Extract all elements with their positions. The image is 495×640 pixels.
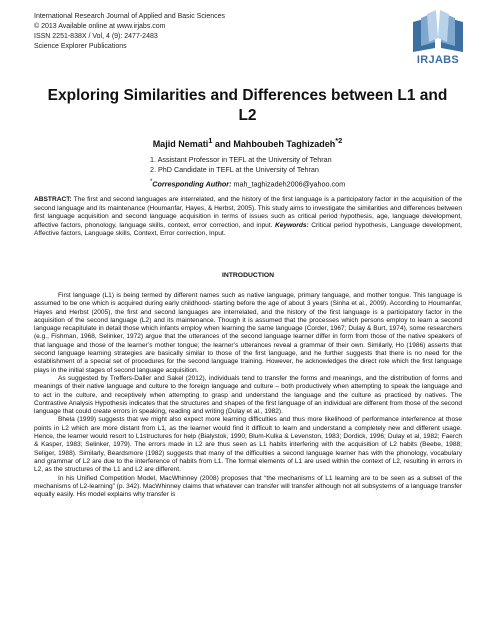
journal-logo bbox=[407, 8, 469, 68]
section-title-introduction: INTRODUCTION bbox=[221, 272, 275, 279]
paper-title: Exploring Similarities and Differences between L1 and L2 bbox=[47, 87, 448, 124]
keywords-label: Keywords: bbox=[275, 221, 309, 229]
issn-line: ISSN 2251-838X / Vol, 4 (9): 2477-2483 bbox=[34, 33, 158, 40]
publication-info bbox=[34, 12, 225, 52]
corresponding-author bbox=[40, 179, 455, 188]
body-text bbox=[34, 292, 462, 499]
author-2-mark: *2 bbox=[335, 136, 343, 145]
copyright-line: © 2013 Available online at www.irjabs.com bbox=[34, 23, 166, 30]
author-1: Majid Nemati bbox=[152, 139, 209, 149]
author-line bbox=[40, 136, 455, 149]
paragraph: As suggested by Treffers-Daller and Sakel (2012), individuals tend to transfer the forms and meanings, and the distribution of forms and meanings of their native language and culture to the foreign language and culture – both productively when attempting to speak the language and to act in the culture, and receptively when attempting to grasp and understand the language and the culture as practiced by natives. The Contrastive Analysis Hypothesis indicates that the structures and shapes of the first language of an individual are different from those of the second language that could create errors in speaking, reading and writing (Dulay et al., 1982). bbox=[34, 374, 462, 416]
abstract-label: ABSTRACT: bbox=[34, 196, 72, 203]
paragraph: In his Unified Competition Model, MacWhinney (2008) proposes that “the mechanisms of L1 learning are to be seen as a subset of the mechanisms of L2-learning” (p. 342). MacWhinney claims that whatever can transfer will transfer although not all subsystems of a language transfer equally easily. His model explains why transfer is bbox=[34, 474, 462, 499]
corr-email: mah_taghizadeh2006@yahoo.com bbox=[231, 179, 346, 189]
affiliation-2: 2. PhD Candidate in TEFL at the University of Tehran bbox=[150, 165, 319, 174]
author-2: and Mahboubeh Taghizadeh bbox=[212, 139, 336, 149]
paragraph: Bhela (1999) suggests that we might also expect more learning difficulties and thus more likelihood of performance interference at those points in L2 which are more distant from L1, as the learner would find it difficult to learn and understand a completely new and different usage. Hence, the learner would resort to L1structures for help (Bialystok, 1990; Blum-Kulka & Levenston, 1983; Dordick, 1996; Dulay et al, 1982; Faerch & Kasper, 1983; Selinker, 1979). The errors made in L2 are thus seen as L1 habits interfering with the acquisition of L2 habits (Beebe, 1988; Seliger, 1988). Similarly, Beardsmore (1982) suggests that many of the difficulties a second language learner has with the phonology, vocabulary and grammar of L2 are due to the interference of habits from L1. The formal elements of L1 are used within the context of L2, resulting in errors in L2, as the structures of the L1 and L2 are different. bbox=[34, 416, 462, 474]
author-1-mark: 1 bbox=[208, 136, 213, 145]
journal-name: International Research Journal of Applied and Basic Sciences bbox=[34, 13, 226, 20]
corr-label: Corresponding Author: bbox=[152, 179, 232, 189]
abstract-text: The first and second languages are interrelated, and the history of the first language is a participatory factor in the acquisition of the second language and its maintenance (Houmanfar, Hayes, & Herbst, 2005). This study aims to investigate the similarities and differences between first language acquisition and second language acquisition in terms of issues such as critical period hypothesis, age, language development, affective factors, phonology, language skills, context, error correction, and input. bbox=[34, 196, 462, 229]
book-logo-icon bbox=[407, 8, 469, 54]
logo-wordmark: IRJABS bbox=[416, 54, 460, 66]
keywords-text: Critical period hypothesis, Language development, Affective factors, Language skills, Context, Error correction, Input. bbox=[34, 221, 462, 238]
paragraph: First language (L1) is being termed by different names such as native language, primary language, and mother tongue. This language is assumed to be one which is acquired during early childhood- starting before the age of about 3 years (Sinha et al., 2009). According to Houmanfar, Hayes and Herbst (2005), the first and second languages are interrelated, and the history of the first language is a participatory factor in the acquisition of the second language (L2) and its maintenance. Though it is assumed that the processes which persons employ to learn a second language recapitulate in detail those which infants employ when learning the same language (Corder, 1967; Dulay & Burt, 1974), some researchers (e.g., Fishman, 1968, Selinker, 1972) argue that the utterances of the second language learner differ in form from those of the native speakers of that language and those of the learner’s mother tongue; the learner’s utterances reveal a grammar of their own. Similarly, Ho (1986) asserts that second language learning strategies are basically similar to those of the first language, and he further suggests that there is no need for the establishment of a special set of procedures for the second language training. However, he acknowledges the direct role which the first language plays in the initial stages of second language acquisition. bbox=[34, 292, 462, 374]
corr-mark: * bbox=[149, 179, 153, 185]
publisher-line: Science Explorer Publications bbox=[34, 43, 127, 50]
affiliation-1: 1. Assistant Professor in TEFL at the University of Tehran bbox=[150, 155, 332, 164]
abstract bbox=[34, 196, 462, 239]
